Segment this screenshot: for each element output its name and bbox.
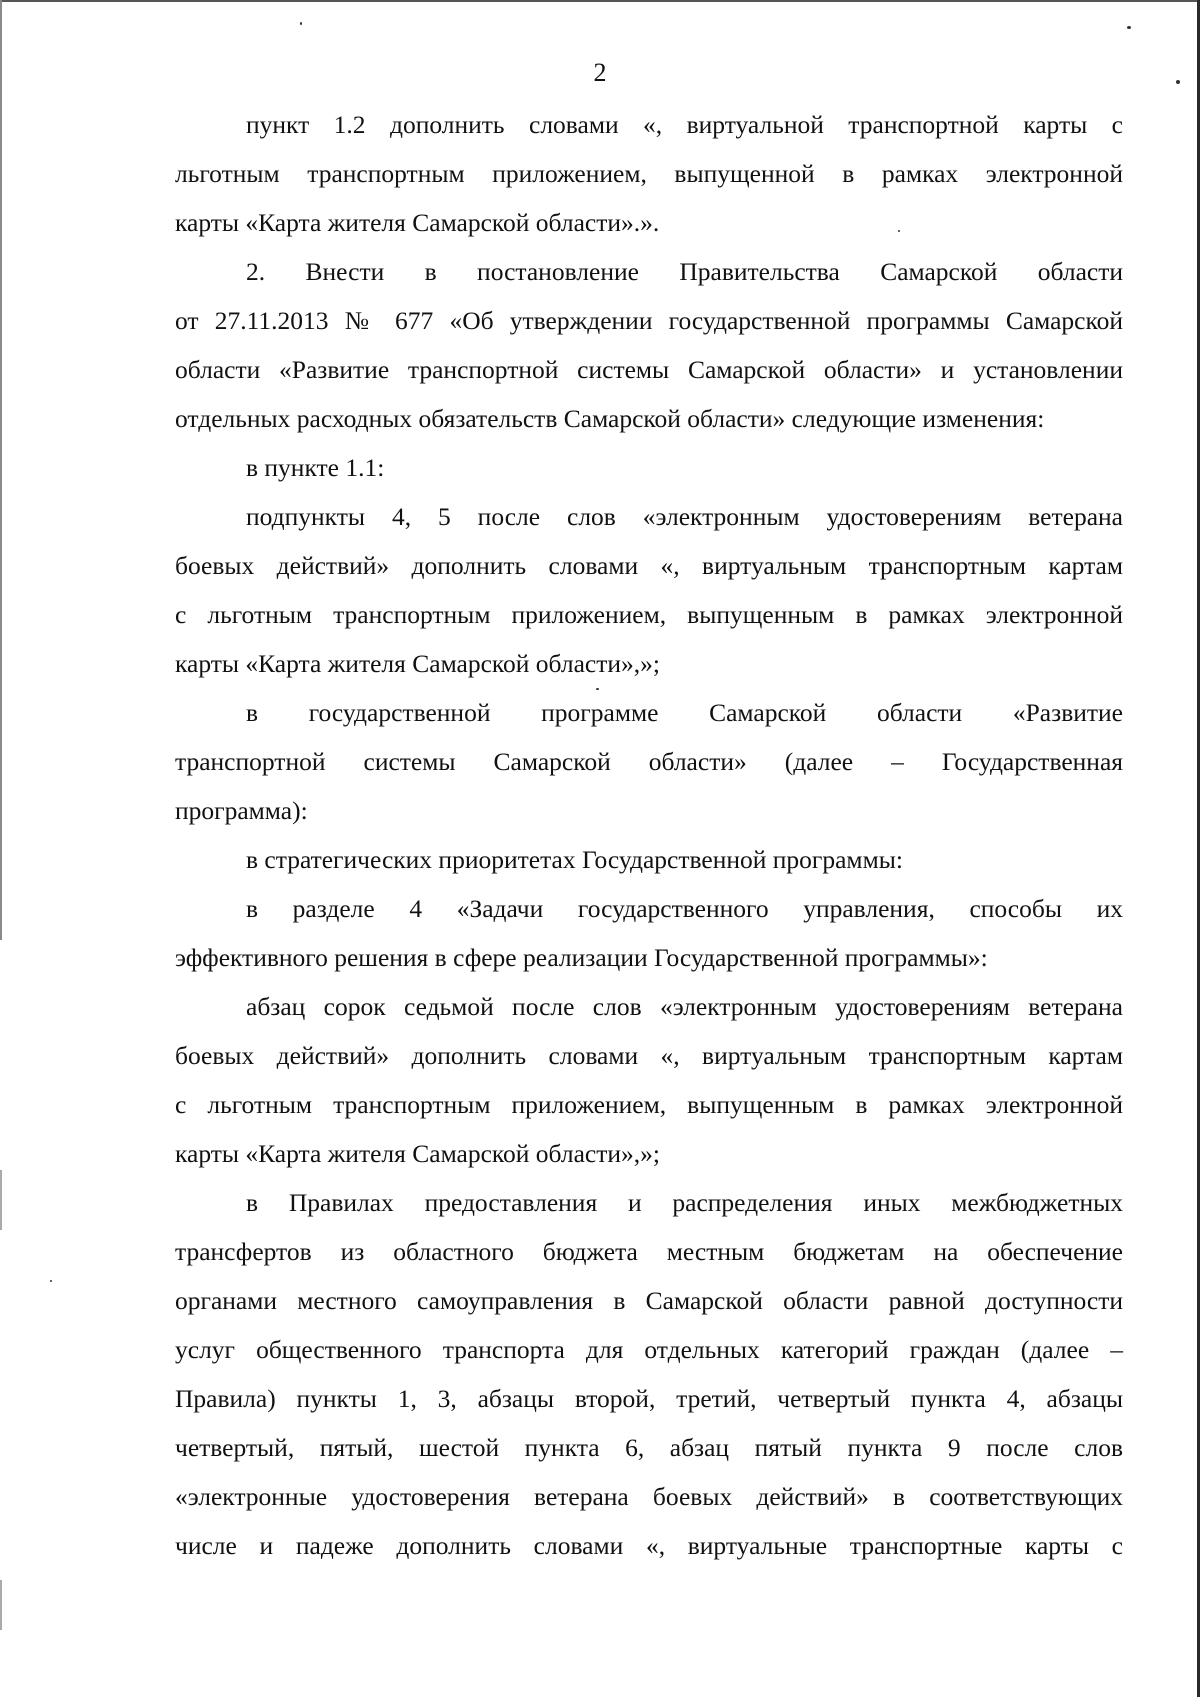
- text-line: Правила) пункты 1, 3, абзацы второй, третий, четвертый пункта 4, абзацы: [175, 1384, 1123, 1413]
- text-line: в Правилах предоставления и распределения иных межбюджетных: [246, 1188, 1123, 1217]
- scan-speck: [596, 688, 599, 690]
- page-number: 2: [593, 58, 607, 87]
- text-line: в пункте 1.1:: [246, 453, 385, 482]
- text-line: в государственной программе Самарской области «Развитие: [246, 698, 1123, 727]
- text-line: карты «Карта жителя Самарской области».».: [175, 208, 660, 237]
- scan-left-edge-fragment: [0, 1580, 2, 1630]
- text-line: эффективного решения в сфере реализации Государственной программы»:: [175, 943, 988, 972]
- scan-top-edge: [0, 0, 1200, 2]
- text-line: от 27.11.2013 № 677 «Об утверждении государственной программы Самарской: [175, 306, 1123, 335]
- text-line: боевых действий» дополнить словами «, виртуальным транспортным картам: [175, 551, 1123, 580]
- scan-speck: [50, 1280, 52, 1282]
- text-line: карты «Карта жителя Самарской области»,»;: [175, 1139, 660, 1168]
- scan-speck: [1127, 26, 1131, 29]
- text-line: подпункты 4, 5 после слов «электронным удостоверениям ветерана: [246, 502, 1123, 531]
- text-line: пункт 1.2 дополнить словами «, виртуальной транспортной карты с: [246, 110, 1123, 139]
- text-line: «электронные удостоверения ветерана боевых действий» в соответствующих: [175, 1482, 1123, 1511]
- text-line: области «Развитие транспортной системы Самарской области» и установлении: [175, 355, 1123, 384]
- text-line: в стратегических приоритетах Государственной программы:: [246, 845, 903, 874]
- text-line: отдельных расходных обязательств Самарской области» следующие изменения:: [175, 404, 1045, 433]
- text-line: абзац сорок седьмой после слов «электронным удостоверениям ветерана: [246, 992, 1123, 1021]
- scan-speck: [300, 22, 302, 25]
- text-line: льготным транспортным приложением, выпущенной в рамках электронной: [175, 159, 1123, 188]
- text-line: услуг общественного транспорта для отдельных категорий граждан (далее –: [175, 1335, 1123, 1364]
- text-line: числе и падеже дополнить словами «, виртуальные транспортные карты с: [175, 1531, 1123, 1560]
- text-line: в разделе 4 «Задачи государственного управления, способы их: [246, 894, 1123, 923]
- text-line: органами местного самоуправления в Самарской области равной доступности: [175, 1286, 1123, 1315]
- text-line: карты «Карта жителя Самарской области»,»;: [175, 649, 660, 678]
- text-line: боевых действий» дополнить словами «, виртуальным транспортным картам: [175, 1041, 1123, 1070]
- text-line: 2. Внести в постановление Правительства Самарской области: [246, 257, 1123, 286]
- text-line: транспортной системы Самарской области» (далее – Государственная: [175, 747, 1123, 776]
- scan-left-edge-fragment: [0, 1170, 2, 1230]
- text-line: с льготным транспортным приложением, выпущенным в рамках электронной: [175, 1090, 1123, 1119]
- scan-left-edge: [0, 0, 2, 940]
- text-line: трансфертов из областного бюджета местным бюджетам на обеспечение: [175, 1237, 1123, 1266]
- text-line: программа):: [175, 796, 308, 825]
- text-line: с льготным транспортным приложением, выпущенным в рамках электронной: [175, 600, 1123, 629]
- text-line: четвертый, пятый, шестой пункта 6, абзац пятый пункта 9 после слов: [175, 1433, 1123, 1462]
